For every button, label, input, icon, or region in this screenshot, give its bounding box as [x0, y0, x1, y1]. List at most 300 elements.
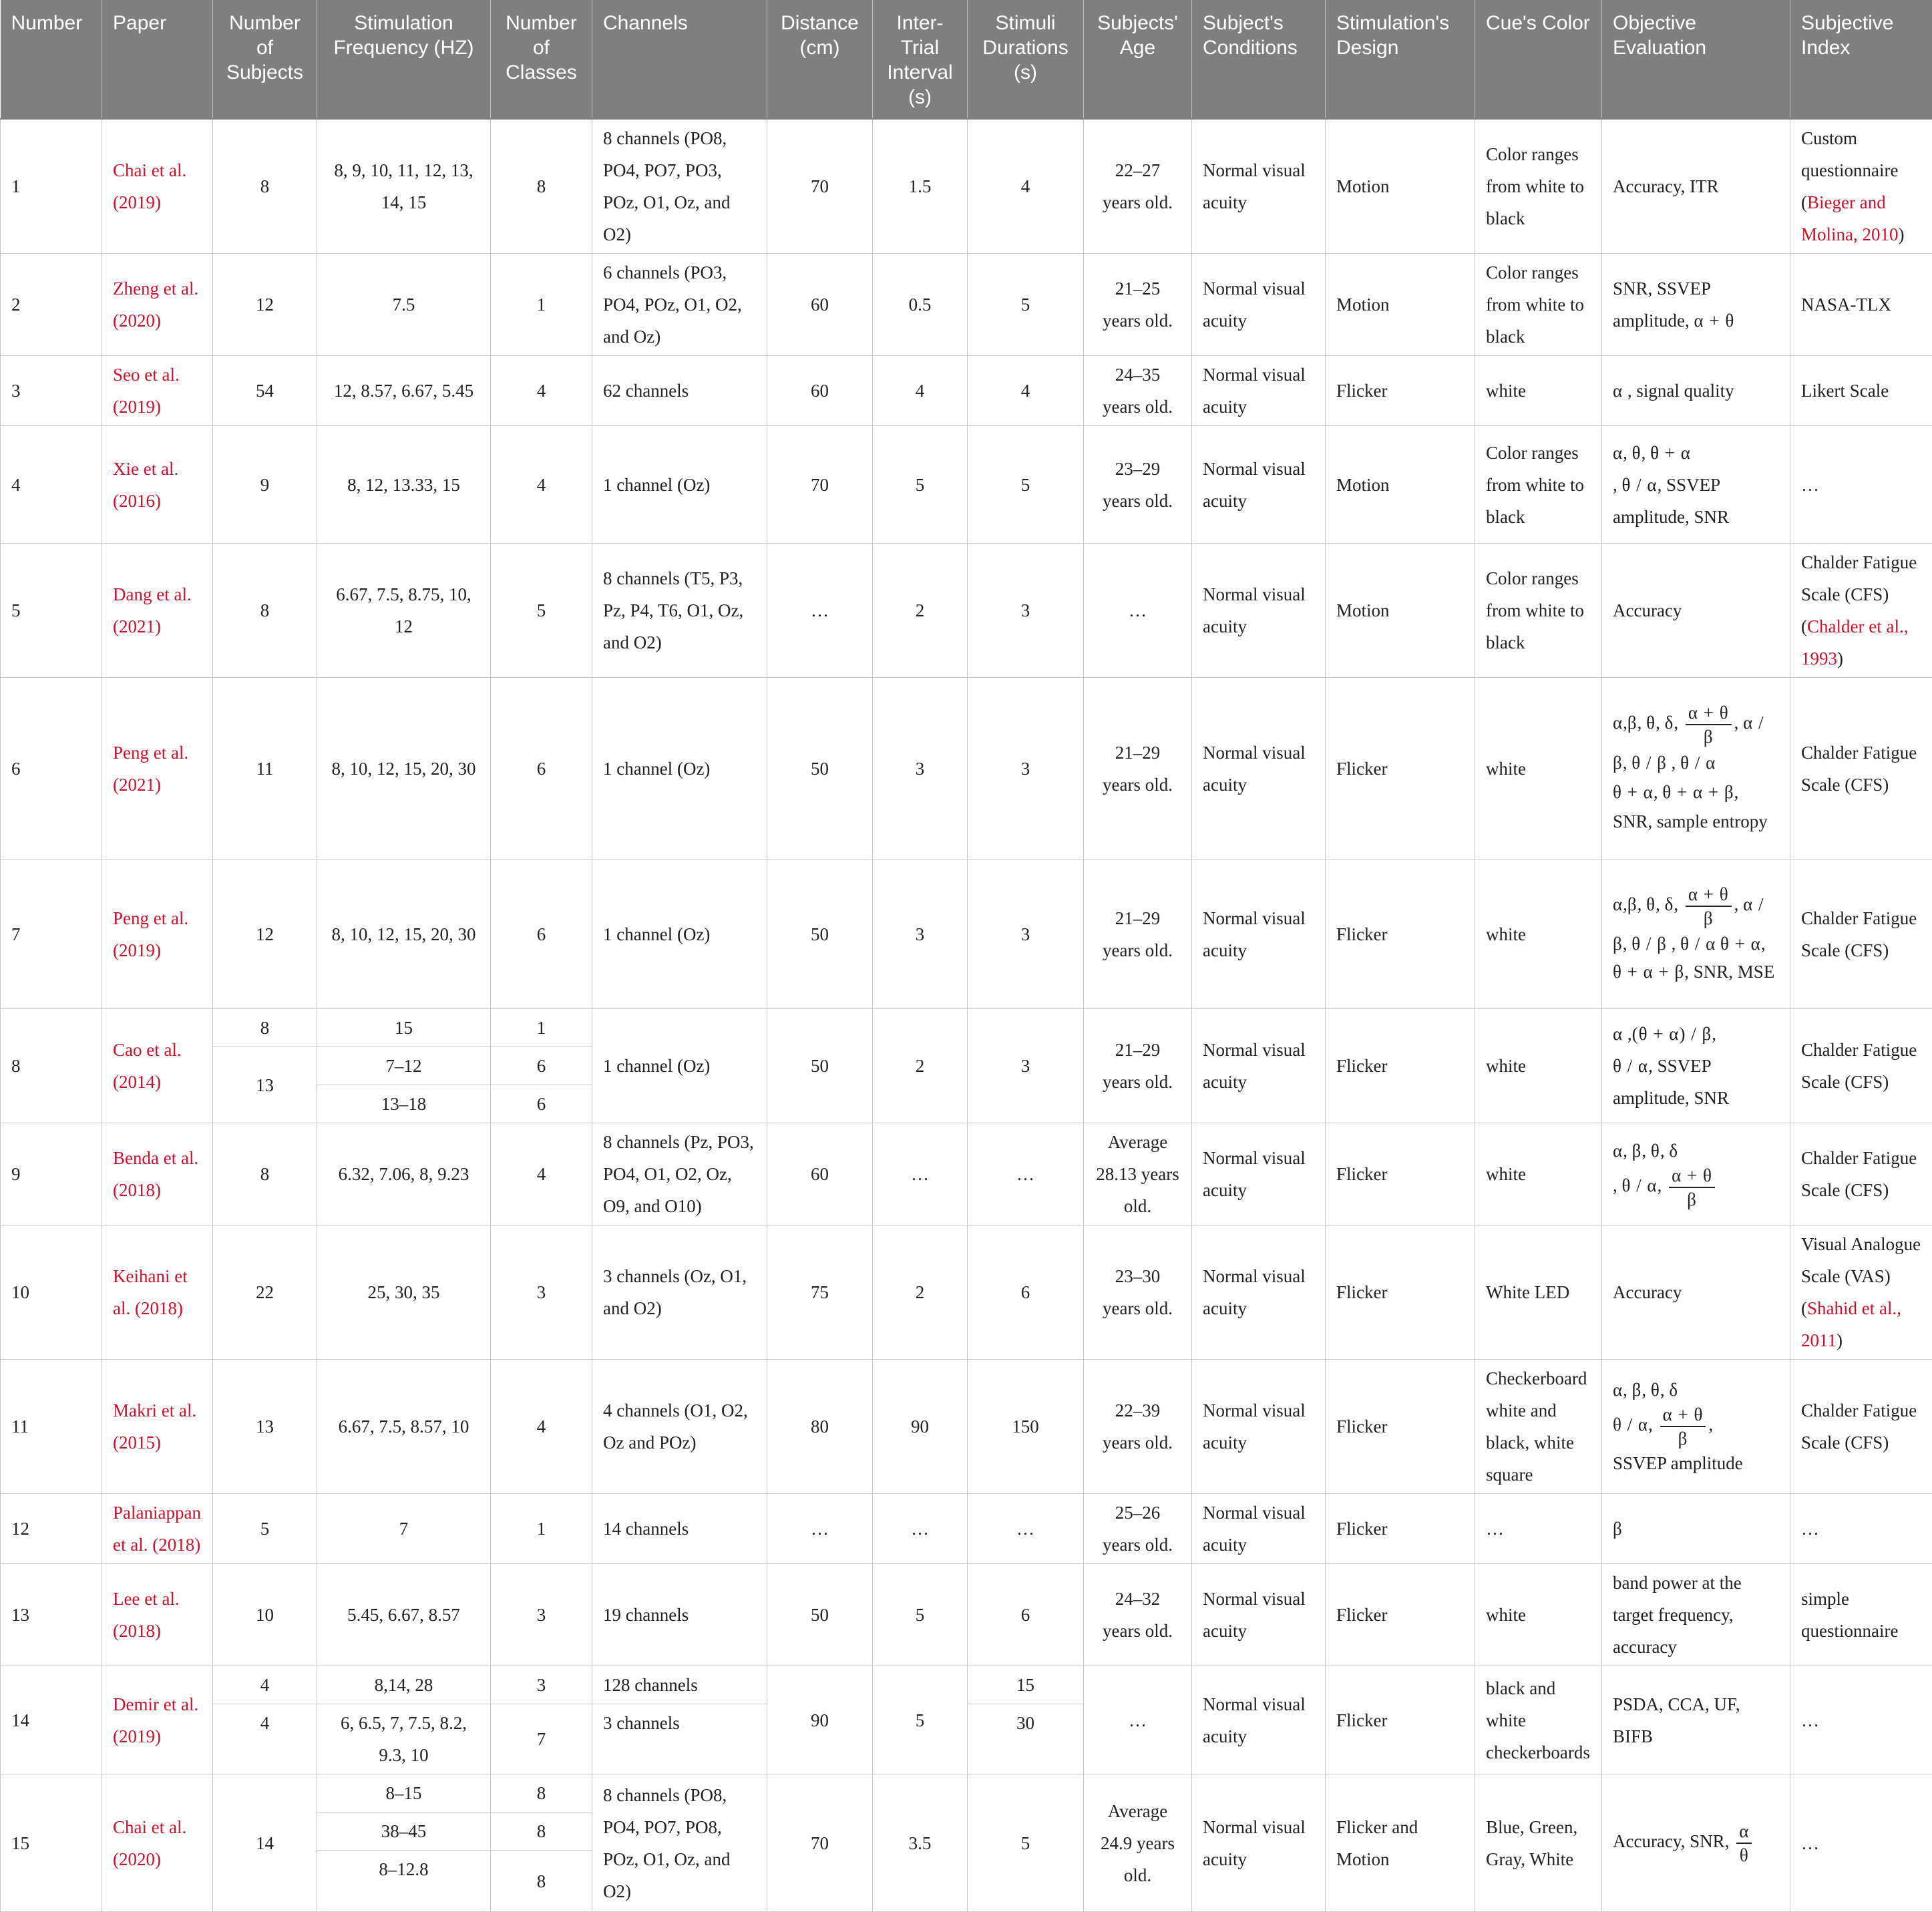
cell-color: White LED — [1475, 1225, 1602, 1360]
cell-duration: … — [968, 1494, 1084, 1564]
cell-frequency: 13–18 — [317, 1085, 491, 1123]
cell-iti: 90 — [873, 1360, 968, 1494]
cell-iti: 5 — [873, 1564, 968, 1666]
cell-conditions: Normal visual acuity — [1192, 1123, 1326, 1225]
fraction-denominator: β — [1669, 1188, 1715, 1211]
formula-theta-over-beta: θ / β — [1631, 934, 1667, 954]
formula-theta-alpha-beta: θ + α + β — [1662, 782, 1734, 802]
cell-design: Motion — [1326, 544, 1475, 678]
cell-channels: 14 channels — [592, 1494, 767, 1564]
cell-iti: 3 — [873, 678, 968, 859]
cell-subjective: simple questionnaire — [1790, 1564, 1932, 1666]
header-age: Subjects' Age — [1084, 0, 1192, 119]
cell-distance: 70 — [767, 426, 873, 544]
cell-frequency: 8,14, 28 — [317, 1666, 491, 1704]
cell-classes: 8 — [491, 1851, 592, 1912]
cell-subjective — [1790, 1225, 1932, 1360]
formula-beta: β — [1632, 1141, 1642, 1161]
cell-objective: Accuracy, ITR — [1602, 119, 1790, 254]
cell-subjects: 8 — [213, 1123, 317, 1225]
cell-frequency: 12, 8.57, 6.67, 5.45 — [317, 356, 491, 426]
cell-iti: 2 — [873, 544, 968, 678]
comma: , — [1734, 713, 1739, 733]
cell-distance: 60 — [767, 1123, 873, 1225]
comma: , — [1648, 1414, 1653, 1435]
cell-frequency: 7–12 — [317, 1047, 491, 1085]
cell-subjective: Chalder Fatigue Scale (CFS) — [1790, 1123, 1932, 1225]
cell-conditions: Normal visual acuity — [1192, 544, 1326, 678]
cell-objective: PSDA, CCA, UF, BIFB — [1602, 1666, 1790, 1774]
cell-conditions: Normal visual acuity — [1192, 1494, 1326, 1564]
cell-classes: 3 — [491, 1666, 592, 1704]
cell-paper-link[interactable]: Demir et al. (2019) — [102, 1666, 213, 1774]
cell-subjective: NASA-TLX — [1790, 254, 1932, 356]
comma: , — [1654, 782, 1658, 802]
fraction-denominator: β — [1686, 907, 1732, 930]
table-row — [1, 356, 1932, 426]
cell-conditions: Normal visual acuity — [1192, 678, 1326, 859]
formula-theta: θ — [1646, 713, 1656, 733]
formula-theta-over-alpha: θ / α — [1622, 475, 1658, 495]
table-row — [1, 1009, 1932, 1047]
cell-objective — [1602, 356, 1790, 426]
cell-number: 2 — [1, 254, 102, 356]
table-row — [1, 119, 1932, 254]
cell-channels: 128 channels — [592, 1666, 767, 1704]
cell-conditions: Normal visual acuity — [1192, 356, 1326, 426]
comma: , — [1674, 894, 1678, 914]
cell-subjects: 8 — [213, 1009, 317, 1047]
formula-beta: β — [1632, 1380, 1642, 1400]
header-channels: Channels — [592, 0, 767, 119]
cell-subjective: … — [1790, 1666, 1932, 1774]
cell-subjective: … — [1790, 1774, 1932, 1912]
cell-subjective: … — [1790, 1494, 1932, 1564]
comma: , — [1674, 713, 1678, 733]
fraction-denominator: β — [1686, 725, 1732, 748]
cell-design: Flicker — [1326, 1666, 1475, 1774]
comma: , — [1623, 443, 1627, 463]
cell-conditions: Normal visual acuity — [1192, 1360, 1326, 1494]
formula-theta-over-alpha: θ / α — [1680, 753, 1716, 773]
cell-objective — [1602, 859, 1790, 1009]
formula-theta-alpha-over-beta: (θ + α) / β — [1632, 1024, 1712, 1044]
comma: , — [1623, 1380, 1627, 1400]
formula-alpha-plus-theta: α + θ — [1694, 311, 1734, 331]
cell-conditions: Normal visual acuity — [1192, 1666, 1326, 1774]
cell-subjects: 9 — [213, 426, 317, 544]
cell-number: 6 — [1, 678, 102, 859]
cell-classes: 8 — [491, 1774, 592, 1812]
cell-age: 23–29 years old. — [1084, 426, 1192, 544]
comma: , — [1660, 1141, 1665, 1161]
formula-delta: δ — [1669, 1380, 1678, 1400]
header-color: Cue's Color — [1475, 0, 1602, 119]
cell-paper-link[interactable]: Cao et al. (2014) — [102, 1009, 213, 1123]
formula-theta-over-beta: θ / β — [1631, 753, 1667, 773]
subjective-ref-link[interactable]: Shahid et al., 2011 — [1801, 1298, 1901, 1350]
header-subjects: Number of Subjects — [213, 0, 317, 119]
cell-design: Flicker — [1326, 1123, 1475, 1225]
cell-number: 9 — [1, 1123, 102, 1225]
cell-duration: 5 — [968, 254, 1084, 356]
cell-iti: 3 — [873, 859, 968, 1009]
cell-channels: 62 channels — [592, 356, 767, 426]
fraction-numerator: α + θ — [1686, 883, 1732, 907]
cell-number: 7 — [1, 859, 102, 1009]
cell-paper-link[interactable]: Keihani et al. (2018) — [102, 1225, 213, 1360]
cell-channels: 3 channels — [592, 1704, 767, 1774]
cell-age: 21–25 years old. — [1084, 254, 1192, 356]
cell-duration: 4 — [968, 119, 1084, 254]
cell-subjects: 54 — [213, 356, 317, 426]
comma: , — [1641, 443, 1646, 463]
cell-color: Blue, Green, Gray, White — [1475, 1774, 1602, 1912]
cell-color: Color ranges from white to black — [1475, 544, 1602, 678]
cell-number: 11 — [1, 1360, 102, 1494]
cell-conditions: Normal visual acuity — [1192, 1774, 1326, 1912]
formula-delta: δ — [1665, 713, 1674, 733]
table-row — [1, 1564, 1932, 1666]
cell-paper-link[interactable]: Seo et al. (2019) — [102, 356, 213, 426]
table-row — [1, 678, 1932, 859]
cell-iti: … — [873, 1494, 968, 1564]
cell-design: Flicker and Motion — [1326, 1774, 1475, 1912]
table-row — [1, 859, 1932, 1009]
comma: , — [1734, 894, 1739, 914]
cell-classes: 3 — [491, 1564, 592, 1666]
objective-text: , SSVEP amplitude, SNR — [1613, 1056, 1729, 1108]
table-row — [1, 1666, 1932, 1704]
formula-alpha: α — [1613, 894, 1623, 914]
cell-objective: Accuracy — [1602, 544, 1790, 678]
cell-objective — [1602, 254, 1790, 356]
cell-duration: 30 — [968, 1704, 1084, 1774]
cell-duration: 6 — [968, 1225, 1084, 1360]
cell-frequency: 15 — [317, 1009, 491, 1047]
header-classes: Number of Classes — [491, 0, 592, 119]
table-row — [1, 1774, 1932, 1812]
cell-design: Flicker — [1326, 356, 1475, 426]
formula-theta: θ — [1646, 894, 1656, 914]
cell-subjects: 22 — [213, 1225, 317, 1360]
formula-theta-plus-alpha: θ + α — [1720, 934, 1761, 954]
cell-distance: 70 — [767, 119, 873, 254]
cell-subjects: 4 — [213, 1704, 317, 1774]
cell-design: Motion — [1326, 119, 1475, 254]
comma: , — [1627, 1024, 1632, 1044]
comma: , — [1672, 753, 1676, 773]
cell-number: 13 — [1, 1564, 102, 1666]
cell-paper-link[interactable]: Chai et al. (2019) — [102, 119, 213, 254]
cell-design: Motion — [1326, 254, 1475, 356]
cell-number: 10 — [1, 1225, 102, 1360]
cell-paper-link[interactable]: Chai et al. (2020) — [102, 1774, 213, 1912]
header-distance: Distance (cm) — [767, 0, 873, 119]
cell-channels: 3 channels (Oz, O1, and O2) — [592, 1225, 767, 1360]
objective-text: Accuracy, SNR, — [1613, 1831, 1729, 1851]
formula-theta: θ — [1632, 443, 1641, 463]
objective-text: SNR, sample entropy — [1613, 811, 1768, 831]
cell-paper-link[interactable]: Dang et al. (2021) — [102, 544, 213, 678]
formula-alpha-over-beta: α / β — [1613, 713, 1764, 773]
cell-classes: 3 — [491, 1225, 592, 1360]
cell-distance: 70 — [767, 1774, 873, 1912]
objective-text: SNR, SSVEP amplitude, — [1613, 278, 1710, 331]
cell-channels: 1 channel (Oz) — [592, 678, 767, 859]
cell-frequency: 7 — [317, 1494, 491, 1564]
cell-paper-link[interactable]: Makri et al. (2015) — [102, 1360, 213, 1494]
cell-objective — [1602, 678, 1790, 859]
cell-frequency: 6.32, 7.06, 8, 9.23 — [317, 1123, 491, 1225]
cell-color: white — [1475, 356, 1602, 426]
cell-classes: 4 — [491, 1360, 592, 1494]
cell-objective — [1602, 1009, 1790, 1123]
objective-text: SSVEP amplitude — [1613, 1453, 1743, 1473]
cell-channels: 1 channel (Oz) — [592, 859, 767, 1009]
formula-fraction — [1736, 1820, 1752, 1867]
objective-text: , SNR, MSE — [1684, 962, 1774, 982]
cell-color: … — [1475, 1494, 1602, 1564]
cell-duration: 4 — [968, 356, 1084, 426]
cell-number: 5 — [1, 544, 102, 678]
cell-subjective — [1790, 544, 1932, 678]
cell-number: 8 — [1, 1009, 102, 1123]
formula-theta: θ — [1651, 1380, 1660, 1400]
cell-duration: 15 — [968, 1666, 1084, 1704]
cell-objective — [1602, 1123, 1790, 1225]
cell-channels: 8 channels (PO8, PO4, PO7, PO3, POz, O1, Oz, and O2) — [592, 119, 767, 254]
cell-frequency: 8–15 — [317, 1774, 491, 1812]
objective-text: , signal quality — [1627, 381, 1734, 401]
comma: , — [1641, 1141, 1646, 1161]
cell-number: 1 — [1, 119, 102, 254]
cell-objective: band power at the target frequency, accuracy — [1602, 1564, 1790, 1666]
cell-color: black and white checkerboards — [1475, 1666, 1602, 1774]
comma: , — [1613, 1175, 1617, 1195]
fraction-denominator: β — [1660, 1427, 1706, 1450]
table-row — [1, 1123, 1932, 1225]
cell-distance: 50 — [767, 1564, 873, 1666]
cell-age: 24–32 years old. — [1084, 1564, 1192, 1666]
cell-classes: 8 — [491, 1812, 592, 1851]
comma: , — [1623, 1141, 1627, 1161]
cell-classes: 1 — [491, 254, 592, 356]
comma: , — [1623, 753, 1627, 773]
cell-color: Color ranges from white to black — [1475, 119, 1602, 254]
cell-subjects: 8 — [213, 544, 317, 678]
table-row — [1, 1360, 1932, 1494]
formula-alpha: α — [1613, 381, 1623, 401]
formula-alpha-over-beta: α / β — [1613, 894, 1764, 954]
fraction-numerator: α — [1736, 1820, 1752, 1844]
cell-duration: 6 — [968, 1564, 1084, 1666]
table-row — [1, 1494, 1932, 1564]
cell-subjective: Likert Scale — [1790, 356, 1932, 426]
cell-conditions: Normal visual acuity — [1192, 426, 1326, 544]
cell-age: 21–29 years old. — [1084, 678, 1192, 859]
cell-paper-link[interactable]: Zheng et al. (2020) — [102, 254, 213, 356]
cell-subjective: … — [1790, 426, 1932, 544]
formula-theta-alpha-beta: θ + α + β — [1613, 962, 1684, 982]
cell-paper-link[interactable]: Lee et al. (2018) — [102, 1564, 213, 1666]
cell-frequency: 5.45, 6.67, 8.57 — [317, 1564, 491, 1666]
formula-theta-over-alpha: θ / α — [1613, 1414, 1648, 1435]
cell-iti: 3.5 — [873, 1774, 968, 1912]
formula-fraction — [1660, 1403, 1706, 1450]
cell-color: Color ranges from white to black — [1475, 254, 1602, 356]
cell-classes: 4 — [491, 1123, 592, 1225]
cell-design: Flicker — [1326, 1360, 1475, 1494]
cell-classes: 4 — [491, 356, 592, 426]
comma: , — [1637, 894, 1642, 914]
cell-color: white — [1475, 1009, 1602, 1123]
subjective-text: Visual Analogue Scale (VAS) ( — [1801, 1234, 1921, 1318]
cell-objective: Accuracy — [1602, 1225, 1790, 1360]
formula-alpha: α — [1613, 443, 1623, 463]
cell-paper-link[interactable]: Benda et al. (2018) — [102, 1123, 213, 1225]
cell-paper-link[interactable]: Peng et al. (2021) — [102, 678, 213, 859]
cell-duration: 3 — [968, 544, 1084, 678]
cell-design: Flicker — [1326, 859, 1475, 1009]
cell-classes: 1 — [491, 1494, 592, 1564]
cell-subjects: 14 — [213, 1774, 317, 1912]
cell-classes: 6 — [491, 1047, 592, 1085]
cell-color: white — [1475, 678, 1602, 859]
header-objective: Objective Evaluation — [1602, 0, 1790, 119]
formula-alpha: α — [1613, 713, 1623, 733]
fraction-numerator: α + θ — [1669, 1164, 1715, 1188]
formula-theta-over-alpha: θ / α — [1613, 1056, 1648, 1076]
cell-classes: 5 — [491, 544, 592, 678]
cell-frequency: 8, 12, 13.33, 15 — [317, 426, 491, 544]
cell-classes: 1 — [491, 1009, 592, 1047]
cell-iti: 5 — [873, 1666, 968, 1774]
cell-design: Flicker — [1326, 678, 1475, 859]
cell-duration: 3 — [968, 1009, 1084, 1123]
cell-number: 15 — [1, 1774, 102, 1912]
cell-distance: … — [767, 1494, 873, 1564]
formula-alpha: α — [1613, 1141, 1623, 1161]
cell-paper-link[interactable]: Peng et al. (2019) — [102, 859, 213, 1009]
formula-delta: δ — [1669, 1141, 1678, 1161]
cell-subjective: Chalder Fatigue Scale (CFS) — [1790, 678, 1932, 859]
formula-alpha: α — [1613, 1380, 1623, 1400]
cell-number: 3 — [1, 356, 102, 426]
subjective-ref-link[interactable]: Bieger and Molina, 2010 — [1801, 192, 1899, 244]
formula-beta: β — [1613, 1519, 1623, 1539]
cell-distance: 60 — [767, 254, 873, 356]
cell-color: white — [1475, 859, 1602, 1009]
cell-design: Motion — [1326, 426, 1475, 544]
cell-frequency: 25, 30, 35 — [317, 1225, 491, 1360]
cell-color: Color ranges from white to black — [1475, 426, 1602, 544]
cell-iti: 2 — [873, 1225, 968, 1360]
table-row — [1, 544, 1932, 678]
cell-frequency: 7.5 — [317, 254, 491, 356]
cell-subjects: 5 — [213, 1494, 317, 1564]
cell-iti: 1.5 — [873, 119, 968, 254]
comma: , — [1623, 934, 1627, 954]
cell-age: … — [1084, 544, 1192, 678]
cell-subjects: 8 — [213, 119, 317, 254]
cell-paper-link[interactable]: Xie et al. (2016) — [102, 426, 213, 544]
cell-frequency: 8, 9, 10, 11, 12, 13, 14, 15 — [317, 119, 491, 254]
cell-iti: … — [873, 1123, 968, 1225]
subjective-text: Custom questionnaire ( — [1801, 128, 1898, 212]
formula-delta: δ — [1665, 894, 1674, 914]
header-number: Number — [1, 0, 102, 119]
cell-frequency: 8, 10, 12, 15, 20, 30 — [317, 678, 491, 859]
formula-theta-plus-alpha: θ + α — [1613, 782, 1654, 802]
cell-age: 25–26 years old. — [1084, 1494, 1192, 1564]
cell-classes: 6 — [491, 678, 592, 859]
header-duration: Stimuli Durations (s) — [968, 0, 1084, 119]
table-row — [1, 1225, 1932, 1360]
cell-distance: 80 — [767, 1360, 873, 1494]
comma: , — [1708, 1414, 1713, 1435]
cell-conditions: Normal visual acuity — [1192, 254, 1326, 356]
cell-channels: 19 channels — [592, 1564, 767, 1666]
cell-channels: 8 channels (PO8, PO4, PO7, PO8, POz, O1, Oz, and O2) — [592, 1774, 767, 1912]
comma: , — [1623, 713, 1627, 733]
cell-age: 24–35 years old. — [1084, 356, 1192, 426]
cell-iti: 2 — [873, 1009, 968, 1123]
cell-number: 14 — [1, 1666, 102, 1774]
cell-subjective: Chalder Fatigue Scale (CFS) — [1790, 1360, 1932, 1494]
header-paper: Paper — [102, 0, 213, 119]
cell-conditions: Normal visual acuity — [1192, 1225, 1326, 1360]
cell-frequency: 6, 6.5, 7, 7.5, 8.2, 9.3, 10 — [317, 1704, 491, 1774]
comma: , — [1641, 1380, 1646, 1400]
cell-subjective — [1790, 119, 1932, 254]
cell-classes: 8 — [491, 119, 592, 254]
formula-alpha: α — [1613, 1024, 1623, 1044]
comma: , — [1660, 1380, 1665, 1400]
cell-age: 22–39 years old. — [1084, 1360, 1192, 1494]
cell-conditions: Normal visual acuity — [1192, 859, 1326, 1009]
cell-distance: … — [767, 544, 873, 678]
cell-color: white — [1475, 1123, 1602, 1225]
cell-conditions: Normal visual acuity — [1192, 1009, 1326, 1123]
subjective-close: ) — [1837, 648, 1843, 668]
cell-color: white — [1475, 1564, 1602, 1666]
cell-channels: 8 channels (T5, P3, Pz, P4, T6, O1, Oz, and O2) — [592, 544, 767, 678]
cell-distance: 90 — [767, 1666, 873, 1774]
formula-fraction — [1669, 1164, 1715, 1211]
cell-distance: 50 — [767, 1009, 873, 1123]
comma: , — [1656, 713, 1660, 733]
fraction-numerator: α + θ — [1660, 1403, 1706, 1427]
subjective-ref-link[interactable]: Chalder et al., 1993 — [1801, 616, 1908, 668]
comma: , — [1637, 713, 1642, 733]
cell-subjects: 13 — [213, 1360, 317, 1494]
cell-design: Flicker — [1326, 1009, 1475, 1123]
cell-age: 22–27 years old. — [1084, 119, 1192, 254]
cell-number: 12 — [1, 1494, 102, 1564]
cell-paper-link[interactable]: Palaniappan et al. (2018) — [102, 1494, 213, 1564]
cell-age: 23–30 years old. — [1084, 1225, 1192, 1360]
cell-subjects: 11 — [213, 678, 317, 859]
cell-age: … — [1084, 1666, 1192, 1774]
cell-design: Flicker — [1326, 1225, 1475, 1360]
cell-duration: 5 — [968, 1774, 1084, 1912]
comma: , — [1613, 475, 1617, 495]
cell-conditions: Normal visual acuity — [1192, 119, 1326, 254]
header-subjective: Subjective Index — [1790, 0, 1932, 119]
cell-duration: 3 — [968, 859, 1084, 1009]
cell-age: Average 28.13 years old. — [1084, 1123, 1192, 1225]
